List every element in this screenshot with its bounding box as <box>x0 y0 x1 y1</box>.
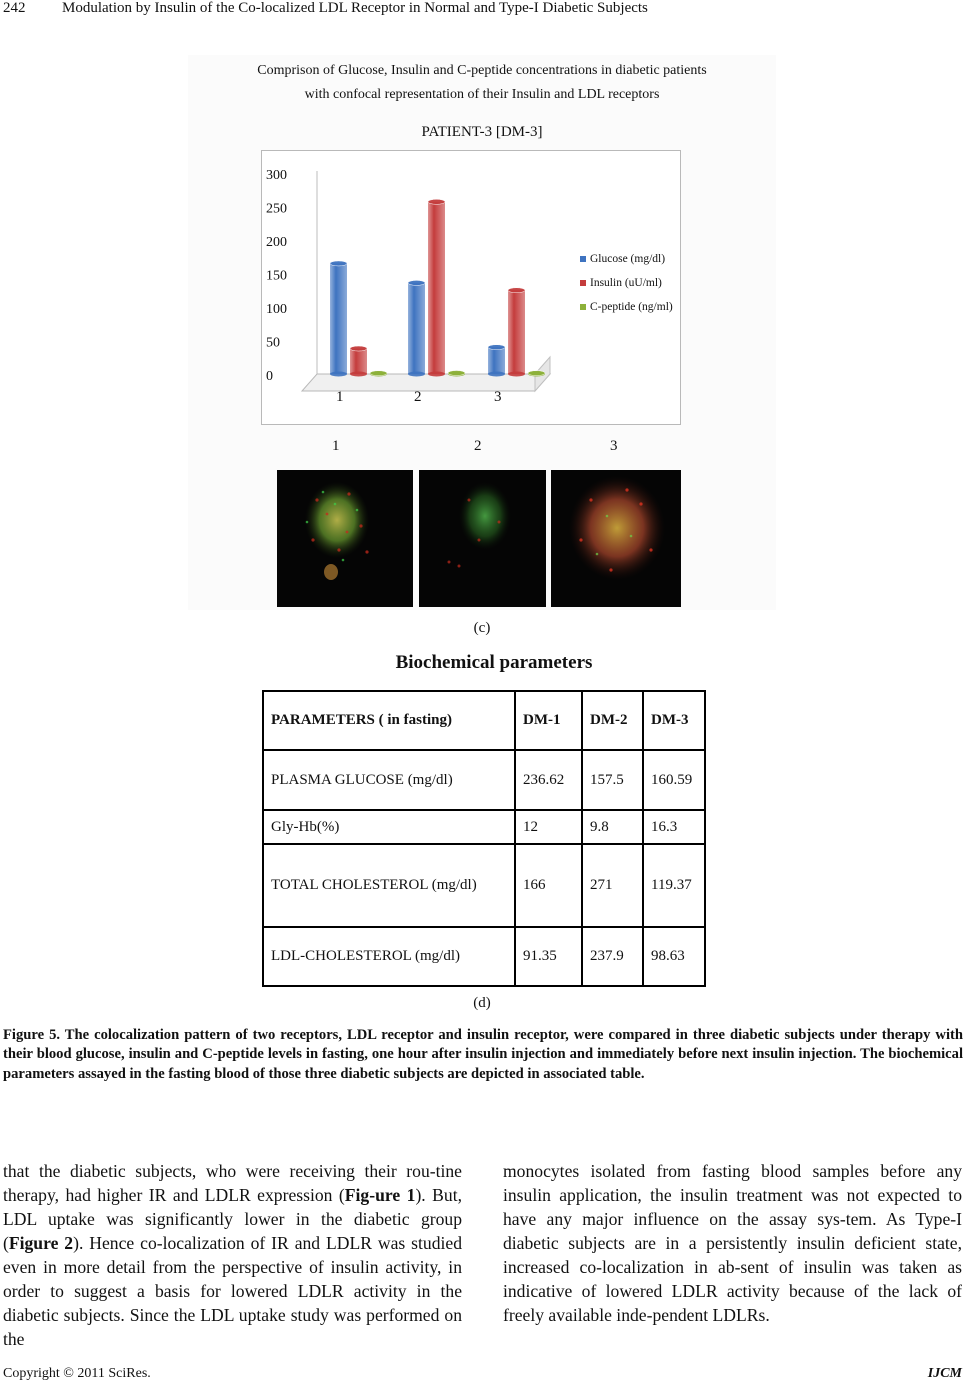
y-tick-label: 250 <box>266 201 287 217</box>
body-column-left <box>3 1159 462 1351</box>
table-title: Biochemical parameters <box>395 652 593 673</box>
bar-top <box>370 371 387 376</box>
legend-swatch <box>580 280 586 286</box>
bar-base <box>350 372 367 377</box>
figure-title-line1: Comprison of Glucose, Insulin and C-peptide concentrations in diabetic patients <box>257 63 707 78</box>
table-cell: 119.37 <box>643 844 705 927</box>
image-label-3: 3 <box>610 438 618 454</box>
figure-title-line2: with confocal representation of their Insulin and LDL receptors <box>304 87 660 102</box>
confocal-image-1-graphic <box>277 470 413 607</box>
confocal-image-2 <box>419 470 546 607</box>
body-text: ). But, LDL uptake was significantly lower in the diabetic group ( <box>3 1185 462 1253</box>
table-cell: 9.8 <box>582 810 643 844</box>
bar-top <box>448 370 465 375</box>
legend-label: Insulin (uU/ml) <box>590 277 662 289</box>
table-header-cell: DM-3 <box>643 691 705 750</box>
panel-label-d: (d) <box>473 995 491 1011</box>
y-tick-label: 50 <box>266 335 280 351</box>
confocal-image-2-graphic <box>419 470 546 607</box>
body-text: that the diabetic subjects, who were receiving their rou-tine therapy, had higher IR and LDLR expression ( <box>3 1161 462 1205</box>
table-cell: 271 <box>582 844 643 927</box>
bar-top <box>330 261 347 266</box>
bar <box>488 347 505 374</box>
running-title: Modulation by Insulin of the Co-localized LDL Receptor in Normal and Type-I Diabetic Subjects <box>62 0 648 16</box>
bar <box>330 263 347 374</box>
table-row <box>263 927 705 986</box>
bar-top <box>508 288 525 293</box>
footer-copyright: Copyright © 2011 SciRes. <box>3 1366 151 1381</box>
table-cell: 157.5 <box>582 750 643 810</box>
legend-swatch <box>580 304 586 310</box>
confocal-image-1 <box>277 470 413 607</box>
image-label-1: 1 <box>332 438 340 454</box>
x-tick-label: 3 <box>494 389 502 405</box>
bar-top <box>488 345 505 350</box>
table-row <box>263 750 705 810</box>
image-label-2: 2 <box>474 438 482 454</box>
bar-top <box>528 371 545 376</box>
chart-subtitle: PATIENT-3 [DM-3] <box>421 124 543 140</box>
bar <box>428 202 445 374</box>
y-tick-label: 150 <box>266 268 287 284</box>
bar-chart <box>261 150 681 425</box>
y-tick-label: 0 <box>266 369 273 384</box>
bar-base <box>488 372 505 377</box>
bar-base <box>508 372 525 377</box>
body-text: ). Hence co-localization of IR and LDLR was studied even in more detail from the perspective of insulin activity, in order to suggest a basis for lowered LDLR activity in the diabetic subjects. Since the LDL uptake study was performed on the <box>3 1233 462 1349</box>
confocal-image-3 <box>551 470 681 607</box>
table-cell: Gly-Hb(%) <box>263 810 515 844</box>
table-cell: TOTAL CHOLESTEROL (mg/dl) <box>263 844 515 927</box>
table-header-cell: PARAMETERS ( in fasting) <box>263 691 515 750</box>
legend-swatch <box>580 256 586 262</box>
figure-1-link[interactable]: Fig-ure 1 <box>344 1185 416 1205</box>
table-cell: 98.63 <box>643 927 705 986</box>
table-cell: 237.9 <box>582 927 643 986</box>
bar-base <box>330 372 347 377</box>
figure-caption: Figure 5. The colocalization pattern of two receptors, LDL receptor and insulin receptor, were compared in three diabetic subjects under therapy with their blood glucose, insulin and C-peptide levels in fasting, one hour after insulin injection and immediately before next insulin injection. The biochemical parameters assayed in the fasting blood of those three diabetic subjects are depicted in associated table. <box>3 1027 963 1082</box>
bar <box>350 349 367 374</box>
bar-top <box>428 199 445 204</box>
table-header-cell: DM-2 <box>582 691 643 750</box>
y-tick-label: 100 <box>266 302 287 317</box>
table-header-row <box>263 691 705 750</box>
bar <box>508 290 525 374</box>
table-row <box>263 810 705 844</box>
table-header-cell: DM-1 <box>515 691 582 750</box>
body-column-right: monocytes isolated from fasting blood samples before any insulin application, the insulin treatment was not expected to have any major influence on the assay sys-tem. As Type-I diabetic subjects are in a persistently insulin deficient state, increased co-localization in ab-sent of insulin was taken as indicative of lowered LDLR activity because of the lack of freely available inde-pendent LDLRs. <box>503 1161 962 1325</box>
bar-top <box>408 280 425 285</box>
y-tick-label: 300 <box>266 168 287 183</box>
figure-2-link[interactable]: Figure 2 <box>8 1233 74 1253</box>
table-cell: PLASMA GLUCOSE (mg/dl) <box>263 750 515 810</box>
table-cell: 160.59 <box>643 750 705 810</box>
legend-label: Glucose (mg/dl) <box>590 253 666 265</box>
page-number: 242 <box>3 0 26 16</box>
x-tick-label: 2 <box>414 389 422 405</box>
y-tick-label: 200 <box>266 235 287 250</box>
table-cell: 12 <box>515 810 582 844</box>
panel-label-c: (c) <box>473 620 491 636</box>
x-tick-label: 1 <box>336 389 344 405</box>
bar-top <box>350 346 367 351</box>
legend-label: C-peptide (ng/ml) <box>590 301 673 313</box>
table-row <box>263 844 705 927</box>
table-cell: 166 <box>515 844 582 927</box>
footer-journal: IJCM <box>927 1366 962 1381</box>
confocal-image-3-graphic <box>551 470 681 607</box>
bar-base <box>408 372 425 377</box>
bar <box>408 283 425 374</box>
chart-canvas <box>262 151 680 424</box>
bar-base <box>428 372 445 377</box>
table-cell: 16.3 <box>643 810 705 844</box>
table-cell: 91.35 <box>515 927 582 986</box>
biochemical-table <box>262 690 706 987</box>
table-cell: 236.62 <box>515 750 582 810</box>
table-cell: LDL-CHOLESTEROL (mg/dl) <box>263 927 515 986</box>
